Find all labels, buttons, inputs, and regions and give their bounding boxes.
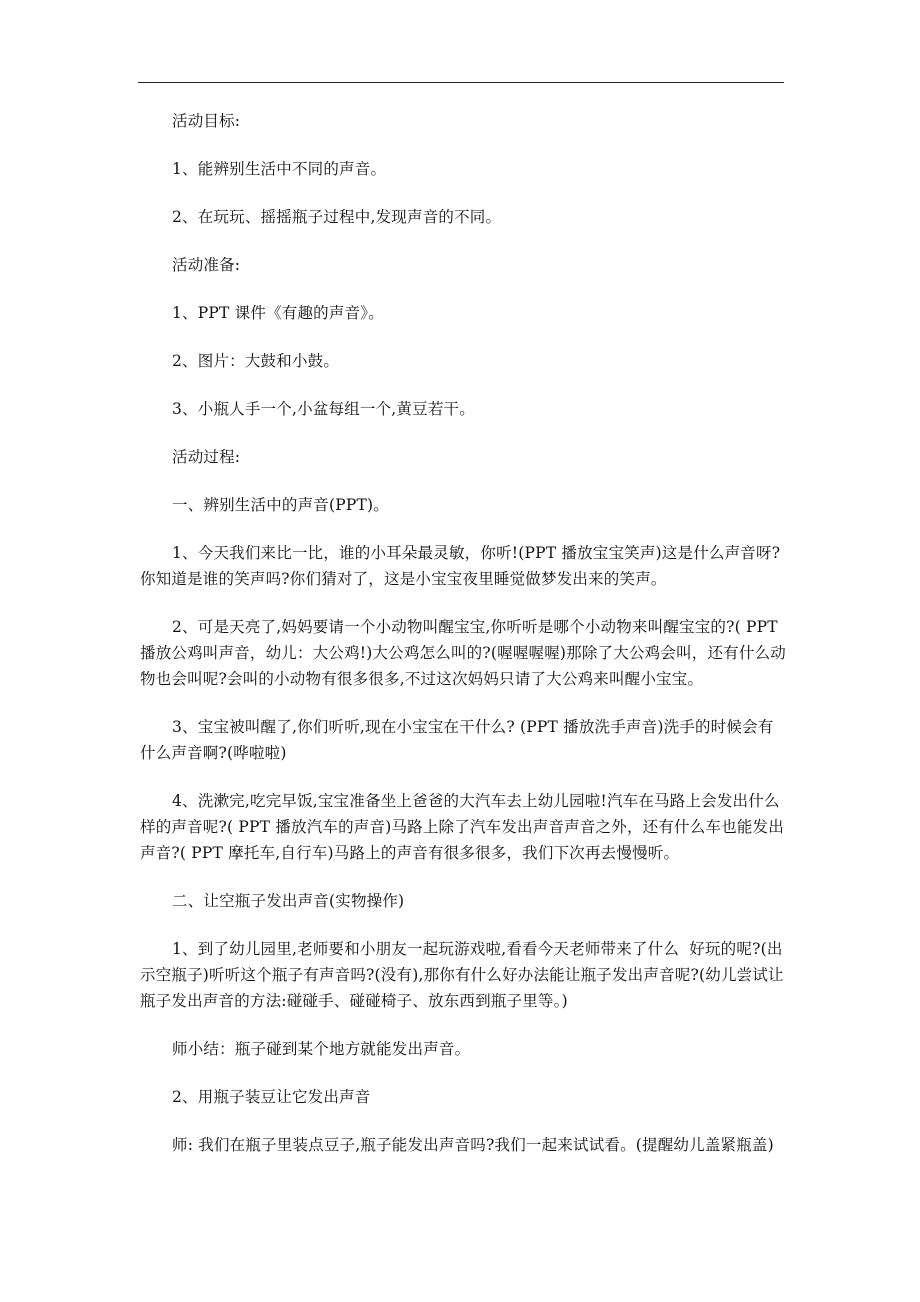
paragraph: 师: 我们在瓶子里装点豆子,瓶子能发出声音吗?我们一起来试试看。(提醒幼儿盖紧瓶盖) [172, 1136, 774, 1154]
paragraph: 1、到了幼儿园里,老师要和小朋友一起玩游戏啦,看看今天老师带来了什么 好玩的呢?(出示空瓶子)听听这个瓶子有声音吗?(没有),那你有什么好办法能让瓶子发出声音呢?(幼儿尝试让瓶子发出声音的方法:碰碰手、碰碰椅子、放东西到瓶子里等。) [140, 940, 784, 1010]
paragraph: 2、可是天亮了,妈妈要请一个小动物叫醒宝宝,你听听是哪个小动物来叫醒宝宝的?( PPT 播放公鸡叫声音，幼儿：大公鸡!)大公鸡怎么叫的?(喔喔喔喔)那除了大公鸡会叫，还有什么动物也会叫呢?会叫的小动物有很多很多,不过这次妈妈只请了大公鸡来叫醒小宝宝。 [140, 618, 786, 688]
paragraph: 活动目标: [172, 112, 241, 130]
paragraph: 活动准备: [172, 256, 241, 274]
paragraph: 3、小瓶人手一个,小盆每组一个,黄豆若干。 [172, 400, 475, 418]
paragraph: 4、洗漱完,吃完早饭,宝宝准备坐上爸爸的大汽车去上幼儿园啦!汽车在马路上会发出什么样的声音呢?( PPT 播放汽车的声音)马路上除了汽车发出声音声音之外，还有什么车也能发出声音?( PPT 摩托车,自行车)马路上的声音有很多很多，我们下次再去慢慢听。 [140, 792, 784, 862]
header-rule [138, 82, 784, 83]
paragraph: 师小结：瓶子碰到某个地方就能发出声音。 [172, 1040, 471, 1058]
paragraph: 1、能辨别生活中不同的声音。 [172, 160, 387, 178]
paragraph: 2、在玩玩、摇摇瓶子过程中,发现声音的不同。 [172, 208, 502, 226]
paragraph: 一、辨别生活中的声音(PPT)。 [172, 496, 389, 514]
paragraph: 1、PPT 课件《有趣的声音》。 [172, 304, 384, 322]
paragraph: 1、今天我们来比一比，谁的小耳朵最灵敏，你听!(PPT 播放宝宝笑声)这是什么声音呀?你知道是谁的笑声吗?你们猜对了，这是小宝宝夜里睡觉做梦发出来的笑声。 [140, 544, 781, 588]
paragraph: 3、宝宝被叫醒了,你们听听,现在小宝宝在干什么? (PPT 播放洗手声音)洗手的时候会有什么声音啊?(哗啦啦) [140, 718, 774, 762]
paragraph: 活动过程: [172, 448, 241, 466]
paragraph: 二、让空瓶子发出声音(实物操作) [172, 892, 405, 910]
document-body [140, 108, 786, 1180]
paragraph: 2、图片：大鼓和小鼓。 [172, 352, 340, 370]
paragraph: 2、用瓶子装豆让它发出声音 [172, 1088, 371, 1106]
